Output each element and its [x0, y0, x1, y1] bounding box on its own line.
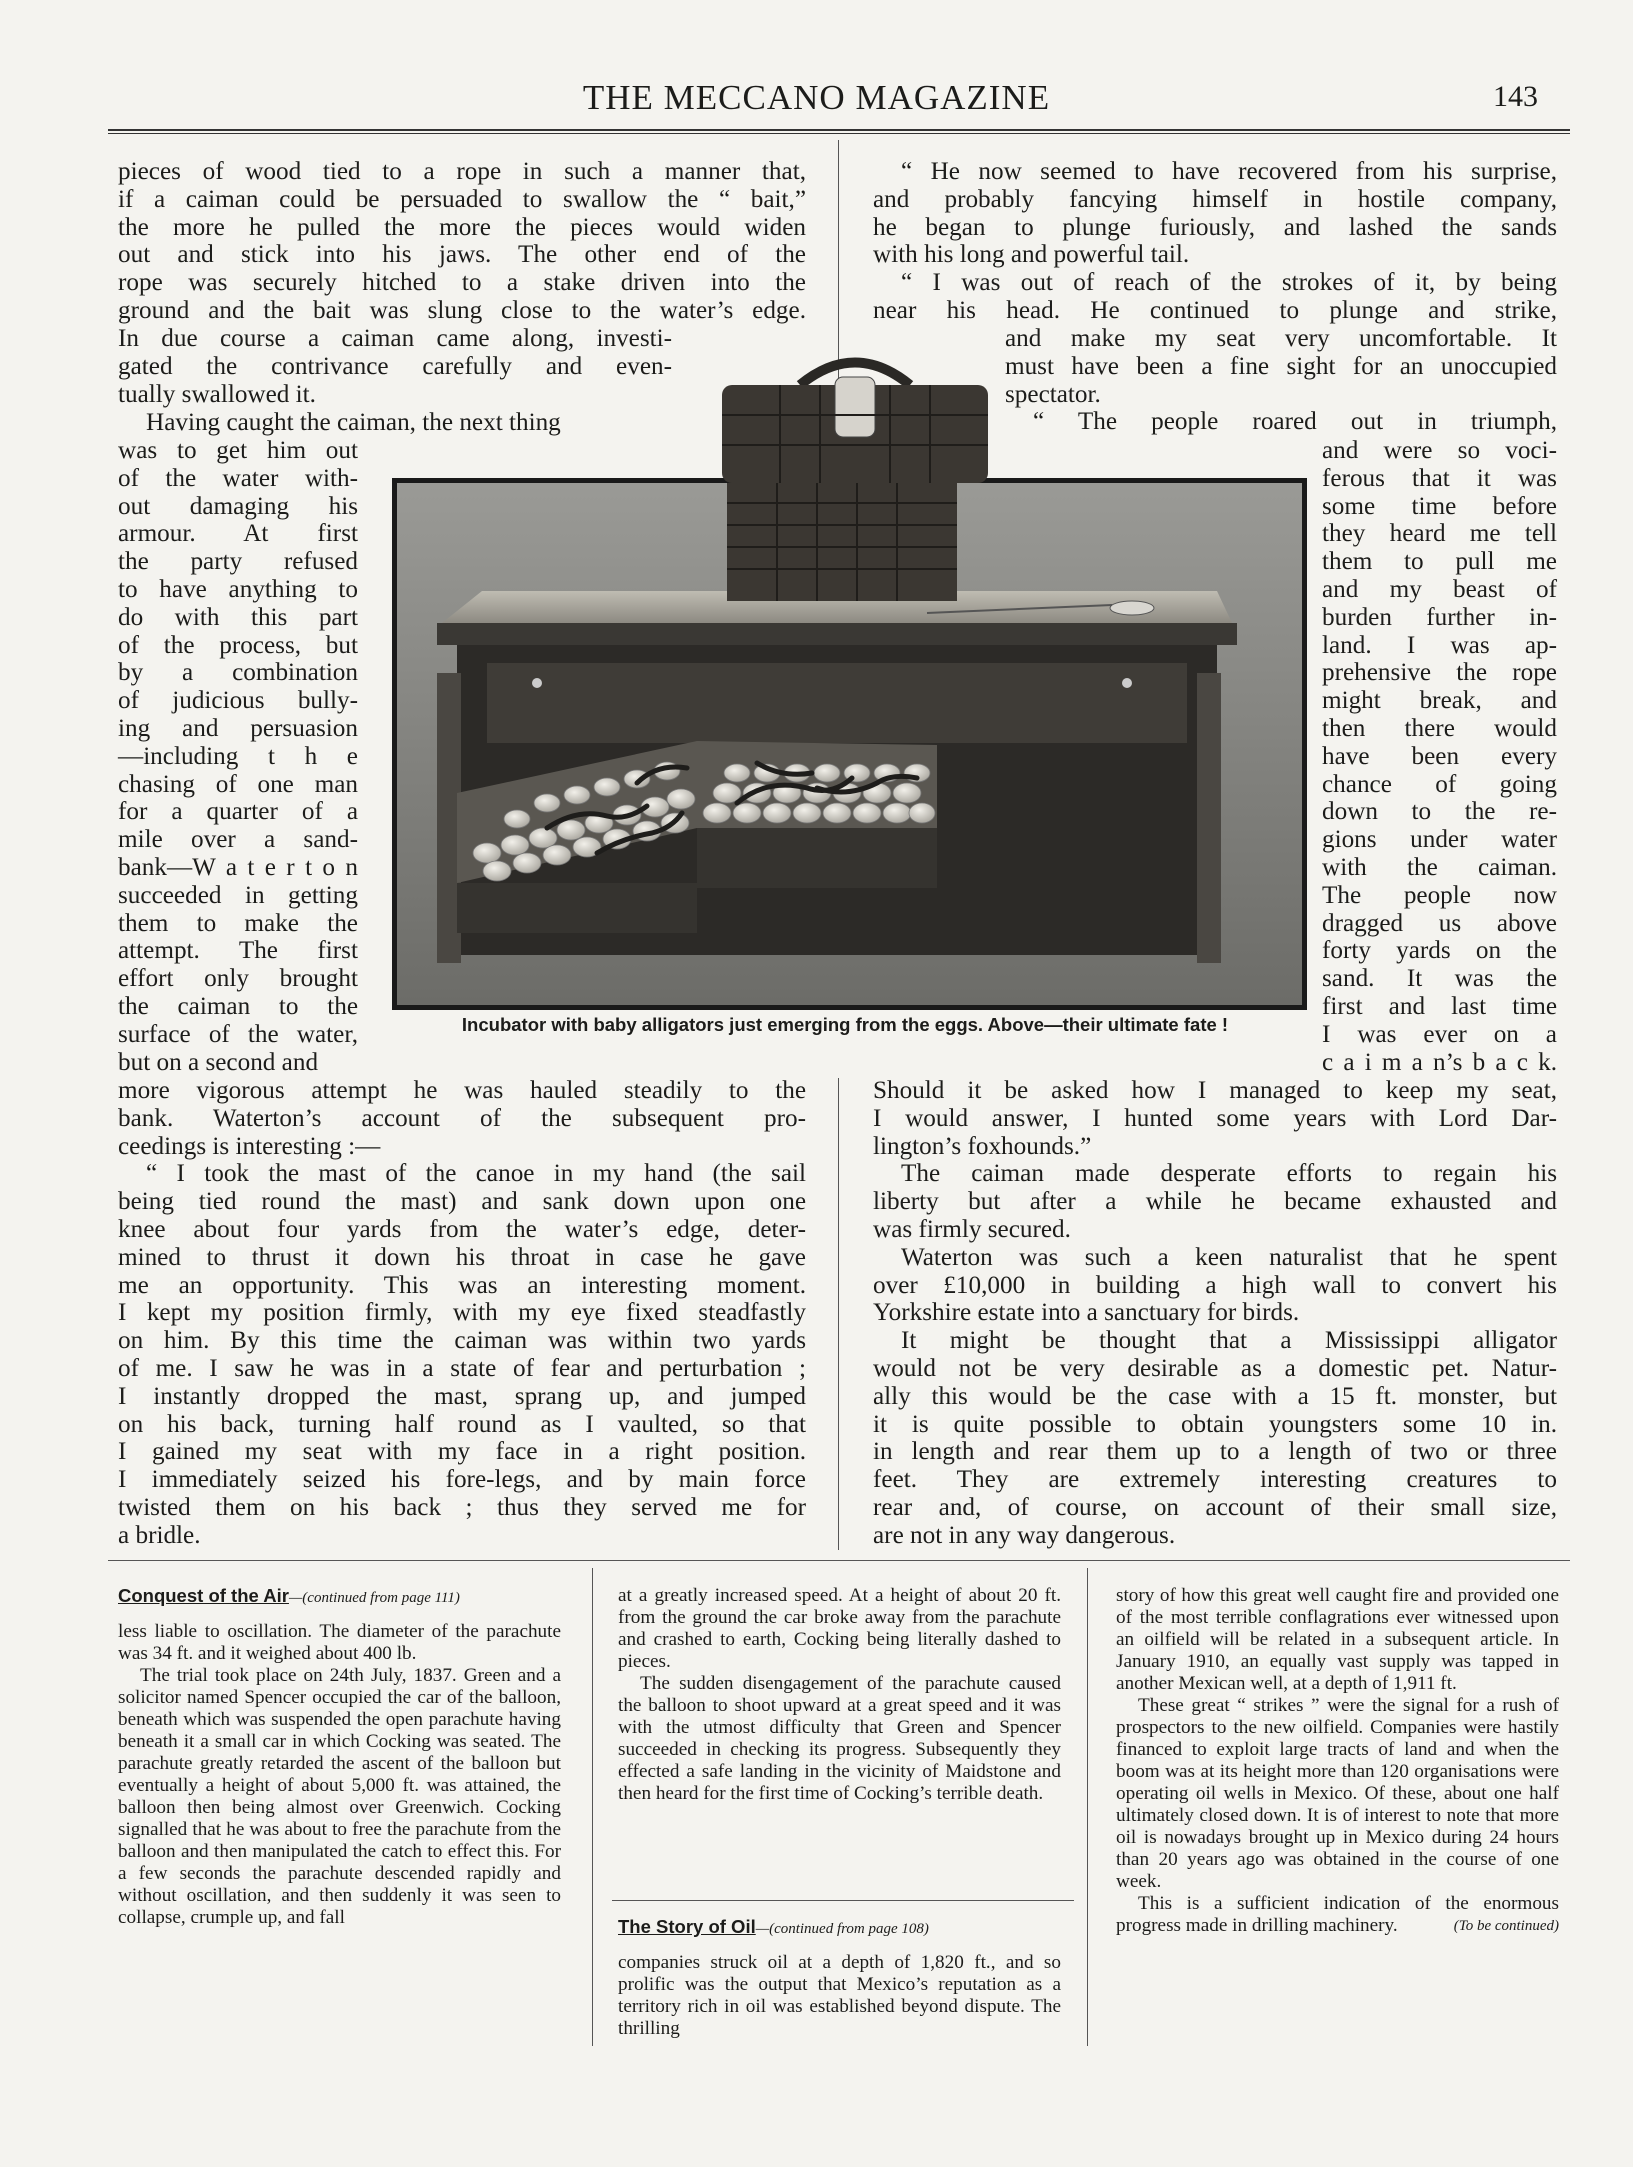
text-line: twisted them on his back ; thus they served me for	[118, 1493, 806, 1521]
text-line: dragged us above	[1322, 909, 1557, 937]
text-line: and probably fancying himself in hostile company,	[873, 185, 1557, 213]
text-line: them to pull me	[1322, 548, 1557, 576]
right-bottom-column	[1116, 1585, 1559, 1937]
text-line: and were so voci-	[1322, 437, 1557, 464]
text-line: me an opportunity. This was an interesting moment.	[118, 1271, 806, 1299]
oil-section-rule	[612, 1900, 1074, 1901]
text-line: was to get him out	[118, 437, 358, 464]
article-heading	[618, 1916, 1061, 1940]
text-line: near his head. He continued to plunge and strike,	[873, 296, 1557, 324]
text-line: would not be very desirable as a domestic pet. Natur-	[873, 1354, 1557, 1382]
text-line: I gained my seat with my face in a right position.	[118, 1438, 806, 1466]
text-line: over £10,000 in building a high wall to convert his	[873, 1271, 1557, 1299]
text-line: “ I was out of reach of the strokes of it, by being	[901, 269, 1557, 297]
text-line: attempt. The first	[118, 937, 358, 965]
text-line: ing and persuasion	[118, 714, 358, 742]
text-line: ally this would be the case with a 15 ft. monster, but	[873, 1382, 1557, 1410]
text-line: some time before	[1322, 492, 1557, 520]
text-line: bank—W a t e r t o n	[118, 853, 358, 881]
text-line: liberty but after a while he became exhausted and	[873, 1188, 1557, 1216]
paragraph: These great “ strikes ” were the signal for a rush of prospectors to the new oilfield. Companies were hastily financed to exploit large tracts of land and when the boom was at its height more than 120 organisations were operating oil wells in Mexico. Of these, about one half ultimately closed down. It is of interest to note that more oil is nowadays brought up in Mexico during 24 hours than 20 years ago was obtained in the course of one week.	[1116, 1695, 1559, 1892]
story-of-oil-column	[618, 1916, 1061, 2040]
text-line: with his long and powerful tail.	[873, 241, 1190, 269]
text-line: succeeded in getting	[118, 881, 358, 909]
continued-note: —(continued from page 111)	[288, 1590, 460, 1606]
text-line: gions under water	[1322, 826, 1557, 854]
text-line: I kept my position firmly, with my eye fixed steadfastly	[118, 1299, 806, 1327]
text-line: them to make the	[118, 909, 358, 937]
text-line: gated the contrivance carefully and even-	[118, 352, 672, 380]
text-line: on his back, turning half round as I vaulted, so that	[118, 1410, 806, 1438]
text-line: armour. At first	[118, 520, 358, 548]
text-line: mile over a sand-	[118, 826, 358, 854]
text-line: forty yards on the	[1322, 937, 1557, 965]
text-line: on him. By this time the caiman was within two yards	[118, 1327, 806, 1355]
text-line: the caiman to the	[118, 992, 358, 1020]
text-line: c a i m a n’s b a c k.	[1322, 1048, 1557, 1076]
text-line: if a caiman could be persuaded to swallow the “ bait,”	[118, 185, 806, 213]
text-line: feet. They are extremely interesting creatures to	[873, 1466, 1557, 1494]
paragraph: story of how this great well caught fire and provided one of the most terrible conflagrations ever witnessed upon an oilfield will be related in a subsequent article. In January 1910, an equally vast supply was tapped in another Mexican well, at a depth of 1,911 ft.	[1116, 1585, 1559, 1694]
continued-note: —(continued from page 108)	[755, 1921, 929, 1937]
text-line: “ He now seemed to have recovered from his surprise,	[901, 158, 1557, 185]
text-line: surface of the water,	[118, 1020, 358, 1048]
text-line: I immediately seized his fore-legs, and by main force	[118, 1466, 806, 1494]
oil-heading: The Story of Oil	[618, 1916, 756, 1937]
text-line: but on a second and	[118, 1048, 319, 1076]
text-line: mined to thrust it down his throat in case he gave	[118, 1243, 806, 1271]
text-line: ceedings is interesting :—	[118, 1132, 381, 1160]
text-line: of the water with-	[118, 464, 358, 492]
text-line: in length and rear them up to a length of two or three	[873, 1438, 1557, 1466]
left-column-narrow	[118, 437, 358, 1076]
text-line: Should it be asked how I managed to keep my seat,	[873, 1077, 1557, 1104]
incubator-photo-drawing	[397, 483, 1302, 1005]
text-line: are not in any way dangerous.	[873, 1521, 1176, 1549]
text-line: they heard me tell	[1322, 520, 1557, 548]
text-line: chasing of one man	[118, 770, 358, 798]
text-line: In due course a caiman came along, investi-	[118, 325, 672, 352]
text-line: might break, and	[1322, 687, 1557, 715]
text-line: with the caiman.	[1322, 853, 1557, 881]
paragraph: at a greatly increased speed. At a height of about 20 ft. from the ground the car broke away from the parachute and crashed to earth, Cocking being literally dashed to pieces.	[618, 1585, 1061, 1672]
text-line: prehensive the rope	[1322, 659, 1557, 687]
text-line: first and last time	[1322, 992, 1557, 1020]
text-line: being tied round the mast) and sank down upon one	[118, 1188, 806, 1216]
text-line: out and stick into his jaws. The other end of the	[118, 241, 806, 269]
left-column-bottom	[118, 1077, 806, 1550]
text-line: burden further in-	[1322, 603, 1557, 631]
text-line: ground and the bait was slung close to the water’s edge.	[118, 296, 806, 324]
text-line: I instantly dropped the mast, sprang up, and jumped	[118, 1382, 806, 1410]
text-line: The caiman made desperate efforts to regain his	[901, 1160, 1557, 1188]
text-line: and make my seat very uncomfortable. It	[1005, 325, 1557, 352]
text-line: out damaging his	[118, 492, 358, 520]
text-line: “ I took the mast of the canoe in my hand (the sail	[146, 1160, 806, 1188]
paragraph: The sudden disengagement of the parachute caused the balloon to shoot upward at a great speed and it was with the utmost difficulty that Green and Spencer succeeded in checking its progress. Subsequently they effected a safe landing in the vicinity of Maidstone and then heard for the first time of Cocking’s terrible death.	[618, 1673, 1061, 1804]
text-line: bank. Waterton’s account of the subsequent pro-	[118, 1104, 806, 1132]
paragraph	[1116, 1893, 1559, 1937]
text-line: a bridle.	[118, 1521, 201, 1549]
text-line: do with this part	[118, 603, 358, 631]
text-line: effort only brought	[118, 965, 358, 993]
text-line: pieces of wood tied to a rope in such a manner that,	[118, 158, 806, 185]
text-line: I would answer, I hunted some years with Lord Dar-	[873, 1104, 1557, 1132]
right-column-bottom	[873, 1077, 1557, 1550]
left-paragraph-2-start	[146, 409, 672, 437]
alligator-bag-image	[710, 345, 1000, 483]
text-line: for a quarter of a	[118, 798, 358, 826]
text-line: It might be thought that a Mississippi alligator	[901, 1327, 1557, 1355]
right-column-wrap	[1005, 325, 1557, 436]
text-line: rear and, of course, on account of their small size,	[873, 1493, 1557, 1521]
text-line: down to the re-	[1322, 798, 1557, 826]
text-line: land. I was ap-	[1322, 631, 1557, 659]
text-line: spectator.	[1005, 380, 1101, 408]
text-line: he began to plunge furiously, and lashed the sands	[873, 213, 1557, 241]
photo-caption: Incubator with baby alligators just emerging from the eggs. Above—their ultimate fate !	[461, 1014, 1229, 1035]
to-be-continued-note: (To be continued)	[1453, 1918, 1559, 1934]
text-line: and my beast of	[1322, 575, 1557, 603]
text-line: —including t h e	[118, 742, 358, 770]
page-header-title: THE MECCANO MAGAZINE	[582, 78, 1051, 117]
text-line: it is quite possible to obtain youngsters some 10 in.	[873, 1410, 1557, 1438]
left-column-wrap	[118, 325, 672, 408]
bottom-divider-2	[1087, 1568, 1088, 2046]
text-line: the more he pulled the more the pieces would widen	[118, 213, 806, 241]
text-line: have been every	[1322, 742, 1557, 770]
text-line: Waterton was such a keen naturalist that he spent	[901, 1243, 1557, 1271]
header-rule	[108, 129, 1570, 134]
text-line: rope was securely hitched to a stake driven into the	[118, 269, 806, 297]
text-line: to have anything to	[118, 575, 358, 603]
text-line: knee about four yards from the water’s edge, deter-	[118, 1215, 806, 1243]
left-column-top	[118, 158, 806, 325]
conquest-heading: Conquest of the Air	[118, 1585, 289, 1606]
text-line: tually swallowed it.	[118, 380, 316, 408]
text-line: of me. I saw he was in a state of fear and perturbation ;	[118, 1354, 806, 1382]
text-line: then there would	[1322, 714, 1557, 742]
text-line: Yorkshire estate into a sanctuary for birds.	[873, 1299, 1300, 1327]
article-heading	[118, 1585, 561, 1609]
text-line: must have been a fine sight for an unoccupied	[1005, 352, 1557, 380]
closing-text: This is a sufficient indication of the enormous progress made in drilling machinery.	[1116, 1893, 1559, 1936]
text-line: I was ever on a	[1322, 1020, 1557, 1048]
text-line: “ The people roared out in triumph,	[1033, 408, 1557, 436]
text-line: lington’s foxhounds.”	[873, 1132, 1092, 1160]
paragraph: companies struck oil at a depth of 1,820 ft., and so prolific was the output that Mexico’s reputation as a territory rich in oil was established beyond dispute. The thrilling	[618, 1952, 1061, 2039]
text-line: more vigorous attempt he was hauled steadily to the	[118, 1077, 806, 1104]
text-line: of judicious bully-	[118, 687, 358, 715]
text-line: ferous that it was	[1322, 464, 1557, 492]
incubator-photo	[392, 478, 1307, 1010]
text-line: of the process, but	[118, 631, 358, 659]
paragraph: The trial took place on 24th July, 1837. Green and a solicitor named Spencer occupied the car of the balloon, beneath which was suspended the open parachute having beneath it a small car in which Cocking was seated. The parachute greatly retarded the ascent of the balloon but eventually a height of about 5,000 ft. was attained, the balloon then being almost over Greenwich. Cocking signalled that he was about to free the parachute from the balloon and then manipulated the catch to effect this. For a few seconds the parachute descended rapidly and without oscillation, and then suddenly it was seen to collapse, crumple up, and fall	[118, 1665, 561, 1928]
paragraph: less liable to oscillation. The diameter of the parachute was 34 ft. and it weighed about 400 lb.	[118, 1621, 561, 1664]
page-number: 143	[1493, 80, 1538, 113]
text-line: Having caught the caiman, the next thing	[146, 409, 561, 436]
bottom-section-rule	[108, 1560, 1570, 1561]
middle-bottom-column	[618, 1585, 1061, 1805]
conquest-of-the-air-column	[118, 1585, 561, 1929]
text-line: chance of going	[1322, 770, 1557, 798]
text-line: sand. It was the	[1322, 965, 1557, 993]
right-column-narrow	[1322, 437, 1557, 1076]
bottom-divider-1	[592, 1568, 593, 2046]
column-divider-bottom	[838, 1078, 839, 1550]
text-line: by a combination	[118, 659, 358, 687]
text-line: The people now	[1322, 881, 1557, 909]
right-column-top	[873, 158, 1557, 325]
text-line: was firmly secured.	[873, 1215, 1071, 1243]
text-line: the party refused	[118, 548, 358, 576]
